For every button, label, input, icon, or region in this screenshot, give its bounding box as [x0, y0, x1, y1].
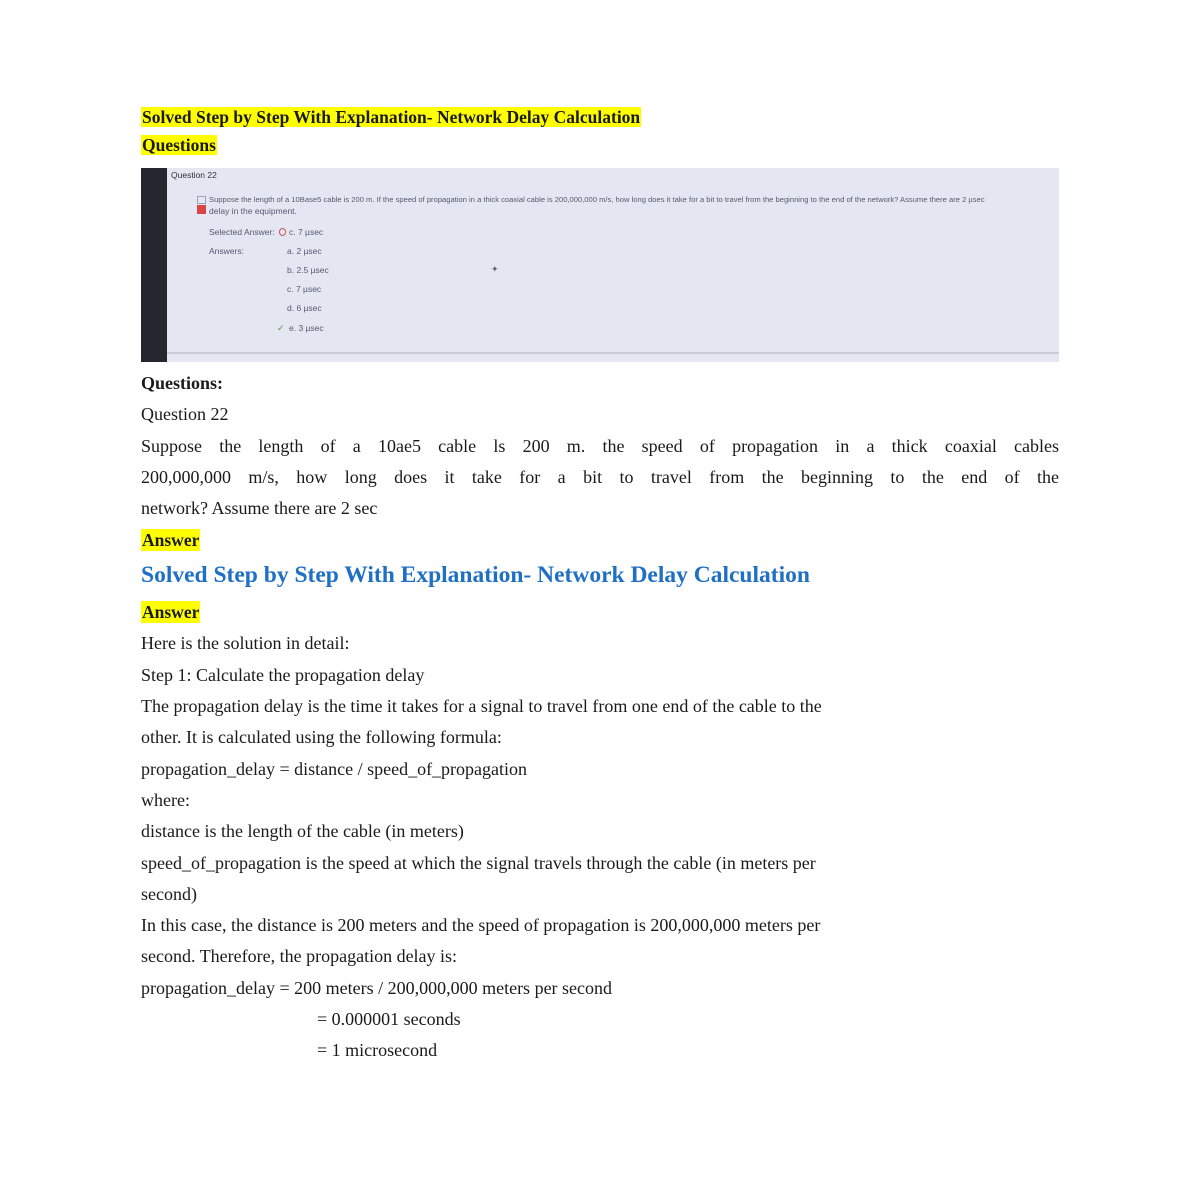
- solution-heading: Solved Step by Step With Explanation- Network Delay Calculation: [141, 562, 810, 589]
- incorrect-icon: [197, 205, 206, 214]
- body-line: other. It is calculated using the following formula:: [141, 727, 502, 748]
- answer-label-1: Answer: [142, 529, 200, 550]
- correct-answer-icon: ✓: [277, 323, 285, 333]
- body-line: second. Therefore, the propagation delay is:: [141, 946, 458, 967]
- screenshot-question-line2: delay in the equipment.: [209, 206, 297, 216]
- screenshot-option-d: d. 6 µsec: [287, 303, 322, 313]
- document-title: Solved Step by Step With Explanation- Network Delay Calculation: [142, 107, 641, 127]
- question-text-line1: Suppose the length of a 10ae5 cable ls 200 m. the speed of propagation in a thick coaxial cables: [141, 435, 1059, 456]
- questions-heading: Questions:: [141, 373, 224, 393]
- calculation-line: propagation_delay = 200 meters / 200,000,000 meters per second: [141, 977, 613, 998]
- question-number: Question 22: [141, 404, 229, 425]
- result-line-seconds: = 0.000001 seconds: [317, 1009, 461, 1030]
- body-line: Here is the solution in detail:: [141, 633, 350, 654]
- screenshot-selected-answer-label: Selected Answer:: [209, 227, 275, 237]
- question-screenshot: [141, 168, 1059, 362]
- screenshot-divider: [167, 352, 1059, 354]
- screenshot-question-header: Question 22: [171, 170, 217, 180]
- screenshot-selected-answer-value: c. 7 µsec: [289, 227, 324, 237]
- body-line: second): [141, 883, 197, 904]
- body-line: speed_of_propagation is the speed at which the signal travels through the cable (in meters per: [141, 852, 816, 873]
- body-line: Step 1: Calculate the propagation delay: [141, 664, 425, 685]
- result-line-microsecond: = 1 microsecond: [317, 1040, 438, 1061]
- screenshot-question-line1: Suppose the length of a 10Base5 cable is 200 m. If the speed of propagation in a thick coaxial cable is 200,000,000 m/s, how long does it take for a bit to travel from the beginning to the end of the network? Assume there are 2 µsec: [209, 195, 985, 204]
- body-line: where:: [141, 789, 190, 810]
- question-text-line3: network? Assume there are 2 sec: [141, 498, 378, 519]
- wrong-answer-icon: [279, 228, 286, 236]
- answer-label-2: Answer: [142, 601, 200, 622]
- question-status-icon: [197, 196, 206, 204]
- formula-line: propagation_delay = distance / speed_of_propagation: [141, 758, 528, 779]
- screenshot-option-a: a. 2 µsec: [287, 246, 322, 256]
- question-text-line2: 200,000,000 m/s, how long does it take for a bit to travel from the beginning to the end of the: [141, 466, 1059, 487]
- screenshot-option-b: b. 2.5 µsec: [287, 265, 329, 275]
- body-line: distance is the length of the cable (in meters): [141, 821, 464, 842]
- screenshot-option-c: c. 7 µsec: [287, 284, 322, 294]
- screenshot-dark-bar: [141, 168, 167, 362]
- body-line: In this case, the distance is 200 meters and the speed of propagation is 200,000,000 meters per: [141, 915, 821, 936]
- screenshot-answers-label: Answers:: [209, 246, 244, 256]
- mouse-cursor-icon: ✦: [491, 264, 499, 274]
- body-line: The propagation delay is the time it takes for a signal to travel from one end of the cable to the: [141, 696, 822, 717]
- document-page: [141, 106, 1059, 1067]
- questions-label: Questions: [142, 135, 216, 155]
- screenshot-option-e: e. 3 µsec: [289, 323, 324, 333]
